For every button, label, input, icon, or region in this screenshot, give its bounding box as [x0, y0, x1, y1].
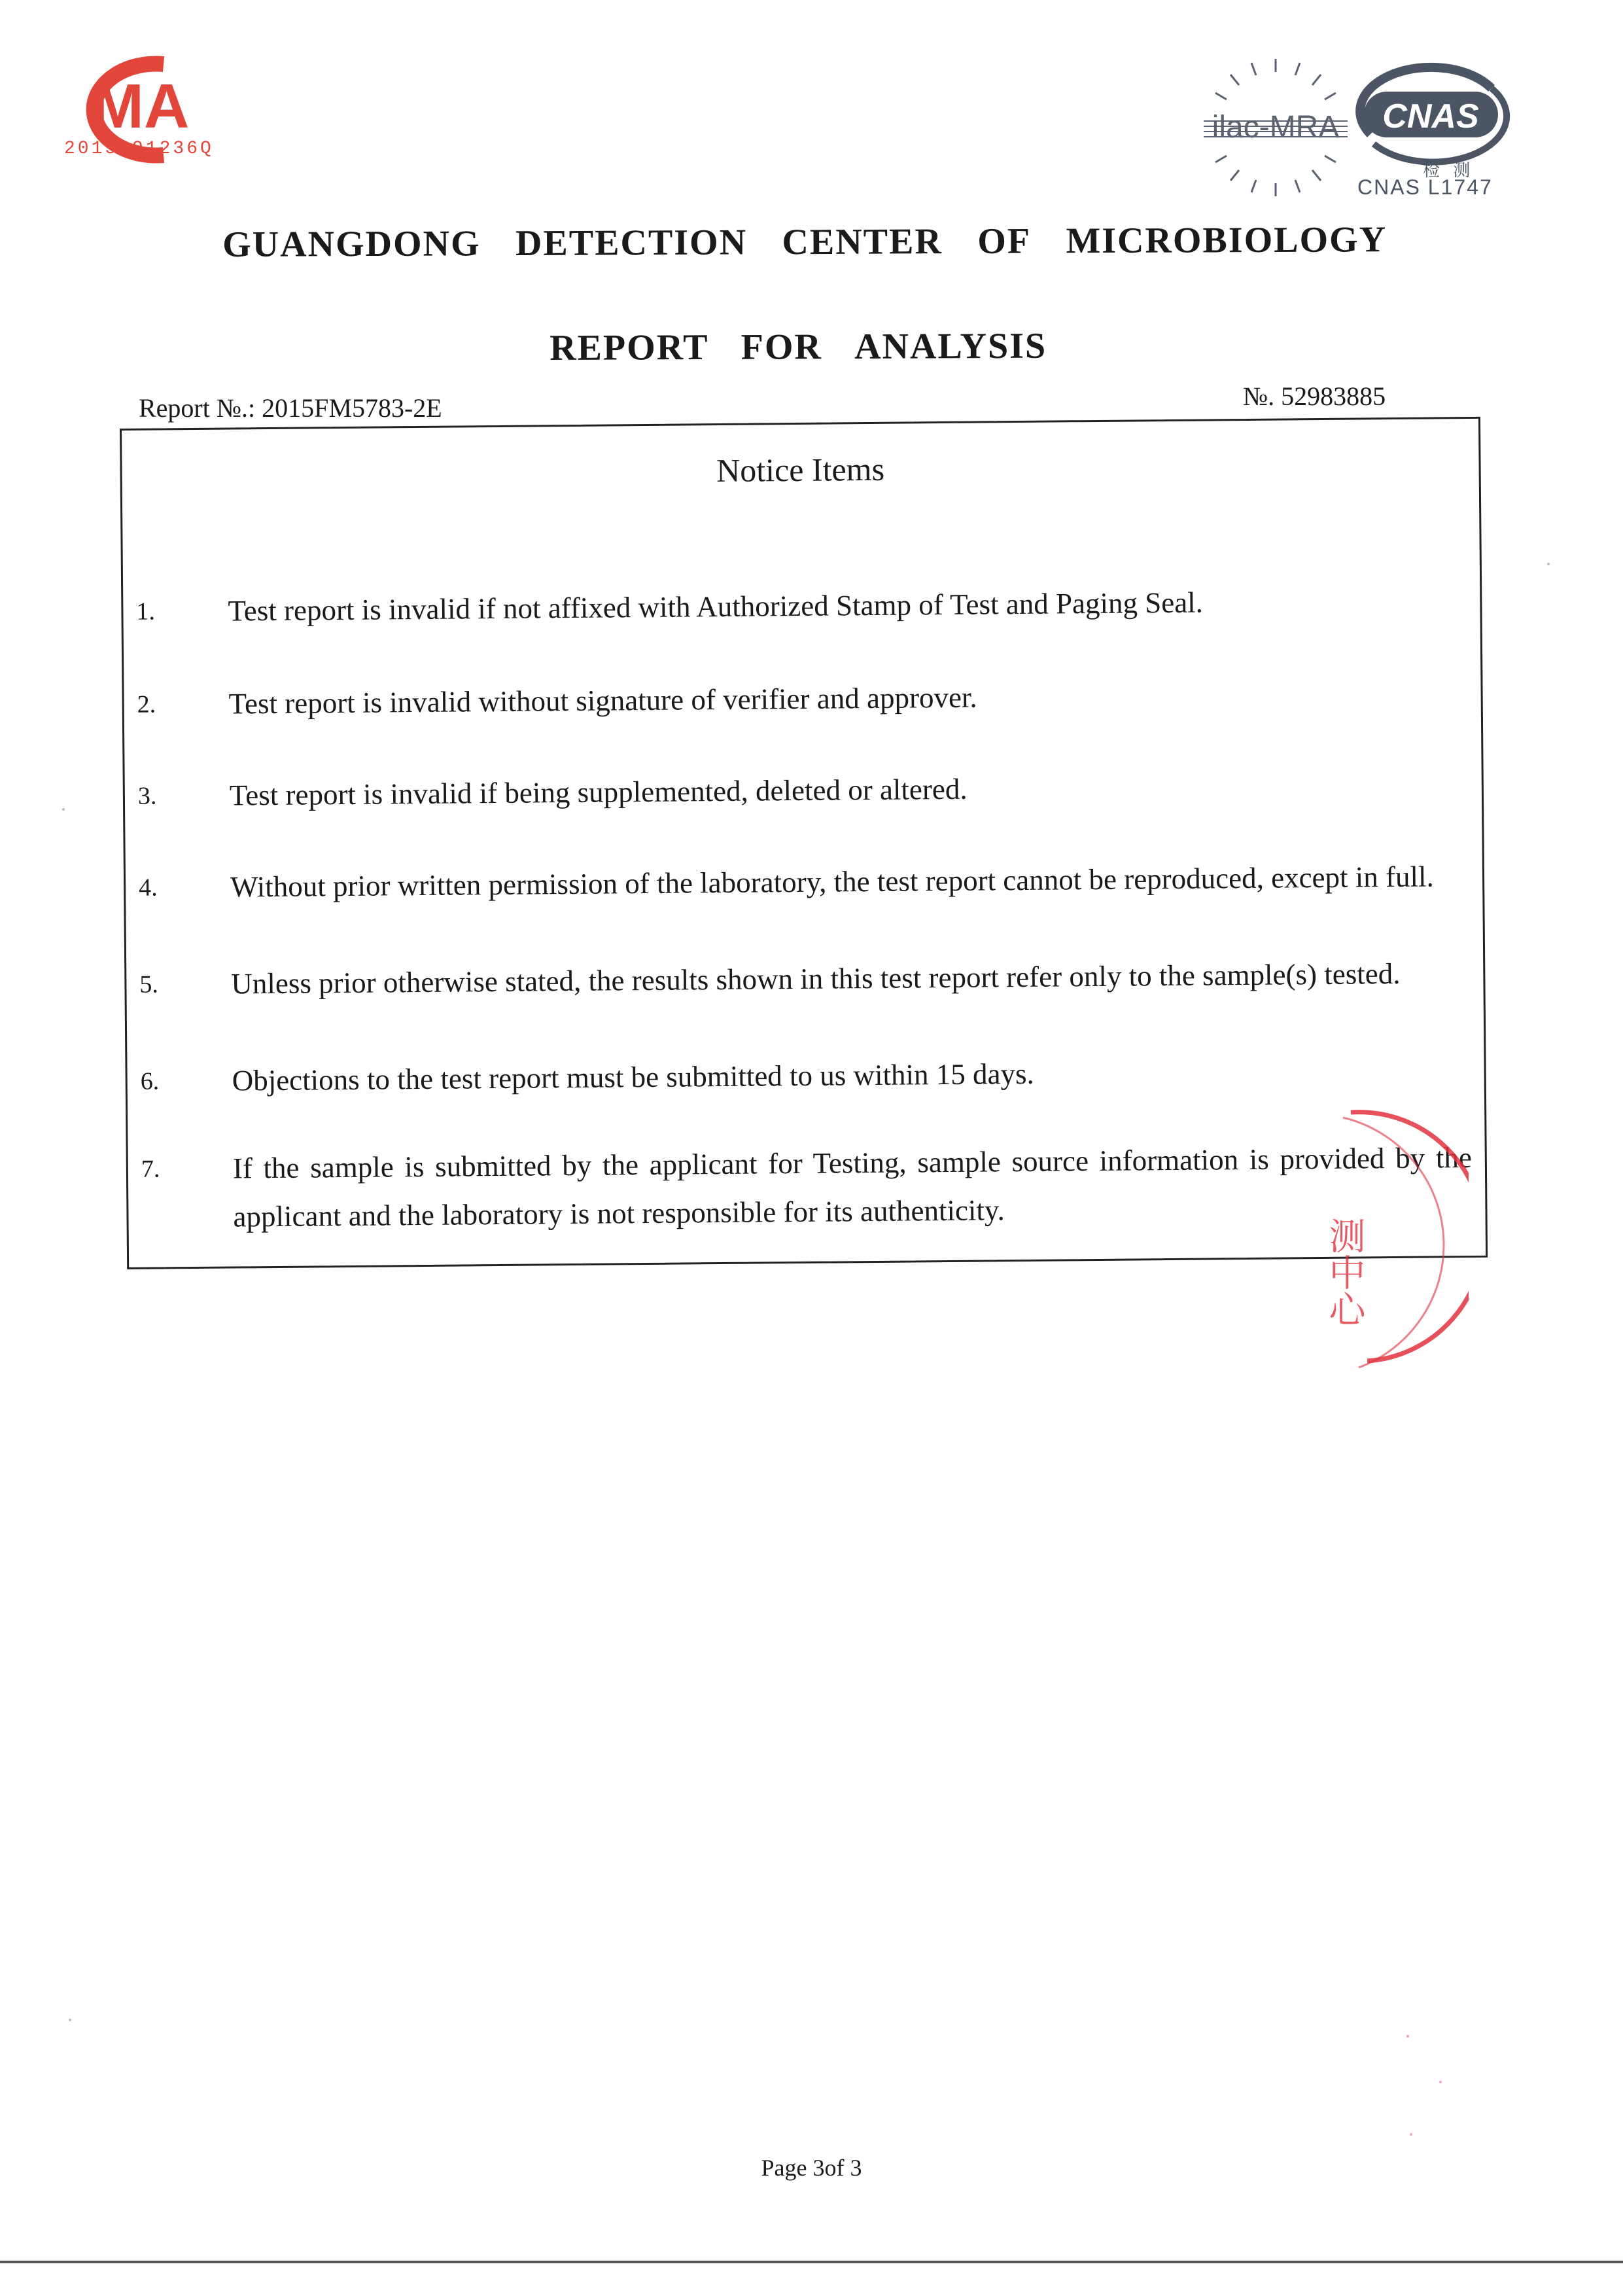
- notice-item-number: 6.: [140, 1067, 160, 1095]
- scan-speck: [1410, 2133, 1412, 2136]
- notice-item-text: Unless prior otherwise stated, the results shown in this test report refer only to the sample(s) tested.: [231, 957, 1401, 1000]
- scan-speck: [1439, 2081, 1442, 2083]
- seal-text: 测中心: [1323, 1217, 1366, 1327]
- notice-item: [140, 1046, 1471, 1106]
- notice-item-text: Without prior written permission of the laboratory, the test report cannot be reproduced, except in full.: [230, 860, 1434, 904]
- notice-item-text: If the sample is submitted by the applicant for Testing, sample source information is provided by the applicant and the laboratory is not responsible for its authenticity.: [232, 1141, 1473, 1233]
- notice-item-number: 7.: [141, 1155, 160, 1183]
- bottom-rule: [0, 2261, 1623, 2263]
- notice-item: [139, 949, 1471, 1009]
- notice-item-text: Test report is invalid without signature of verifier and approver.: [228, 680, 977, 720]
- notice-item: [141, 1133, 1473, 1242]
- notice-item: [138, 760, 1469, 821]
- scan-speck: [1547, 563, 1550, 565]
- svg-text:MA: MA: [92, 71, 190, 141]
- notice-heading: Notice Items: [716, 450, 885, 489]
- notice-item-text: Test report is invalid if being supplemented, deleted or altered.: [229, 772, 968, 812]
- cnas-code: CNAS L1747: [1357, 175, 1493, 199]
- cma-number: 2015191236Q: [64, 139, 214, 159]
- cnas-logo: [1351, 62, 1511, 170]
- notice-item-number: 1.: [136, 597, 156, 626]
- paging-seal: [1305, 1099, 1469, 1381]
- scan-speck: [1406, 2035, 1409, 2038]
- notice-item-text: Test report is invalid if not affixed with Authorized Stamp of Test and Paging Seal.: [228, 586, 1204, 627]
- org-title-word: DETECTION: [515, 222, 748, 264]
- report-title-word: ANALYSIS: [854, 325, 1047, 367]
- report-title-word: FOR: [741, 327, 823, 368]
- notice-item-number: 2.: [137, 690, 156, 718]
- notice-box: [120, 417, 1488, 1269]
- page-footer: Page 3of 3: [761, 2155, 862, 2181]
- scan-speck: [69, 2019, 71, 2021]
- ilac-mra-logo: [1200, 52, 1351, 203]
- report-title: [550, 325, 1047, 369]
- org-title-word: OF: [977, 221, 1032, 262]
- report-title-word: REPORT: [550, 327, 709, 368]
- org-title-word: GUANGDONG: [222, 223, 481, 265]
- cnas-logo-text: CNAS: [1382, 97, 1479, 135]
- org-title-word: MICROBIOLOGY: [1066, 219, 1387, 262]
- notice-item: [139, 852, 1470, 912]
- organization-title: [222, 219, 1387, 266]
- notice-item-number: 3.: [137, 782, 157, 810]
- report-number: Report №.: 2015FM5783-2E: [139, 393, 442, 423]
- ilac-mra-text: ilac-MRA: [1212, 110, 1340, 145]
- notice-item: [137, 669, 1468, 729]
- notice-item-text: Objections to the test report must be submitted to us within 15 days.: [232, 1057, 1034, 1097]
- notice-item-number: 4.: [138, 874, 158, 902]
- cnas-subtitle: 检 测: [1423, 161, 1475, 181]
- org-title-word: CENTER: [782, 221, 943, 263]
- notice-item: [136, 576, 1467, 636]
- scan-speck: [62, 808, 65, 811]
- serial-number: №. 52983885: [1243, 381, 1386, 411]
- notice-item-number: 5.: [139, 970, 159, 998]
